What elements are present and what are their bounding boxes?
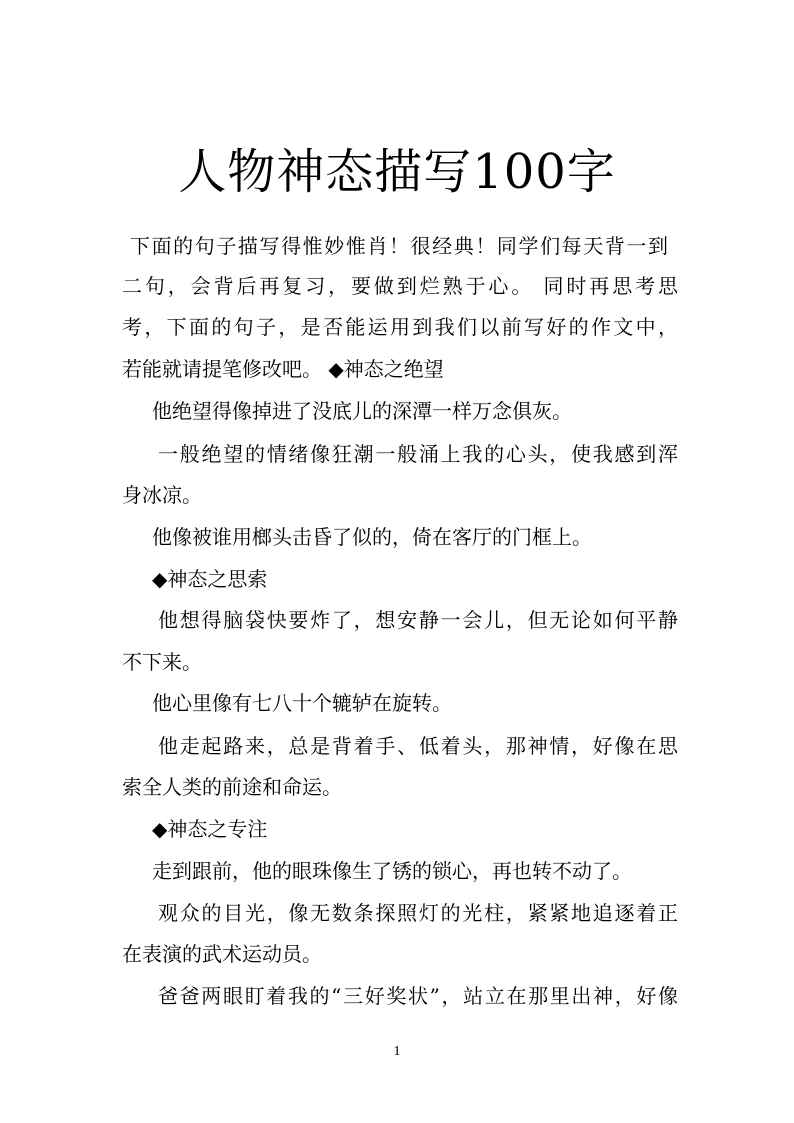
page-number: 1 [393, 1044, 401, 1059]
paragraph-line: 他走起路来，总是背着手、低着头，那神情，好像在思 [158, 734, 678, 758]
paragraph-line: 若能就请提笔修改吧。 ◆神态之绝望 [122, 357, 444, 381]
paragraph-line: 二句，会背后再复习，要做到烂熟于心。 同时再思考思 [122, 274, 678, 298]
paragraph-line: 走到跟前，他的眼珠像生了锈的锁心，再也转不动了。 [152, 859, 632, 883]
paragraph-line: 身冰凉。 [122, 483, 202, 507]
paragraph-line: 考，下面的句子，是否能运用到我们以前写好的作文中， [122, 315, 678, 339]
paragraph-line: 在表演的武术运动员。 [122, 942, 322, 966]
paragraph-line: 观众的目光，像无数条探照灯的光柱，紧紧地追逐着正 [158, 901, 678, 925]
document-title: 人物神态描写100字 [178, 144, 616, 200]
paragraph-line: 下面的句子描写得惟妙惟肖！很经典！同学们每天背一到 [130, 234, 668, 258]
paragraph-line: 他想得脑袋快要炸了，想安静一会儿，但无论如何平静 [158, 608, 678, 632]
paragraph-line: 一般绝望的情绪像狂潮一般涌上我的心头，使我感到浑 [158, 442, 678, 466]
paragraph-line: 他像被谁用榔头击昏了似的，倚在客厅的门框上。 [152, 525, 592, 549]
paragraph-line: 他心里像有七八十个辘轳在旋转。 [152, 691, 452, 715]
section-heading: ◆神态之思索 [152, 567, 268, 591]
paragraph-line: 他绝望得像掉进了没底儿的深潭一样万念俱灰。 [152, 399, 572, 423]
section-heading: ◆神态之专注 [152, 817, 268, 841]
paragraph-line: 索全人类的前途和命运。 [122, 775, 342, 799]
paragraph-line: 爸爸两眼盯着我的“三好奖状”，站立在那里出神，好像 [158, 984, 678, 1008]
paragraph-line: 不下来。 [122, 650, 202, 674]
